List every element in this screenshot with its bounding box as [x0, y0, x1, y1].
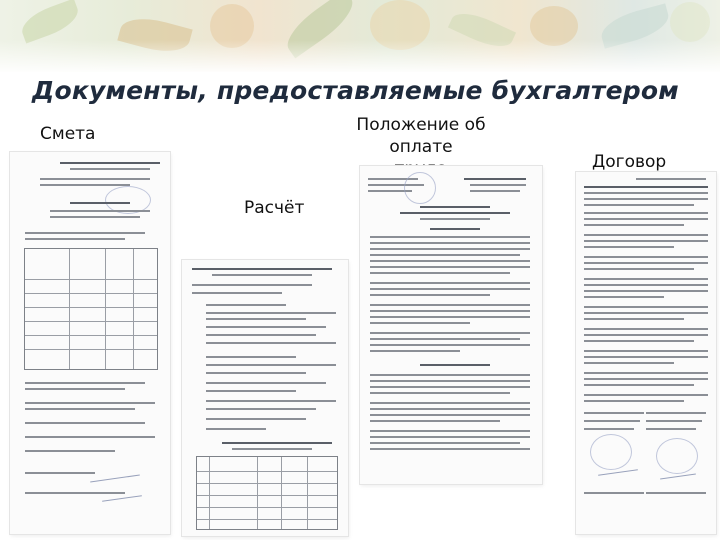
banner-fade	[0, 40, 720, 72]
slide-title: Документы, предоставляемые бухгалтером	[32, 76, 679, 105]
dogovor-document-scan	[576, 172, 716, 534]
label-polozhenie: Положение об оплате	[356, 115, 486, 157]
polozhenie-document-scan	[360, 166, 542, 484]
label-dogovor: Договор	[592, 152, 667, 172]
petal-decor	[670, 2, 710, 42]
leaf-decor	[17, 0, 82, 43]
decorative-floral-banner	[0, 0, 720, 72]
smeta-document-scan	[10, 152, 170, 534]
raschet-document-scan	[182, 260, 348, 536]
label-raschet: Расчёт	[244, 198, 305, 218]
label-smeta: Смета	[40, 124, 96, 144]
